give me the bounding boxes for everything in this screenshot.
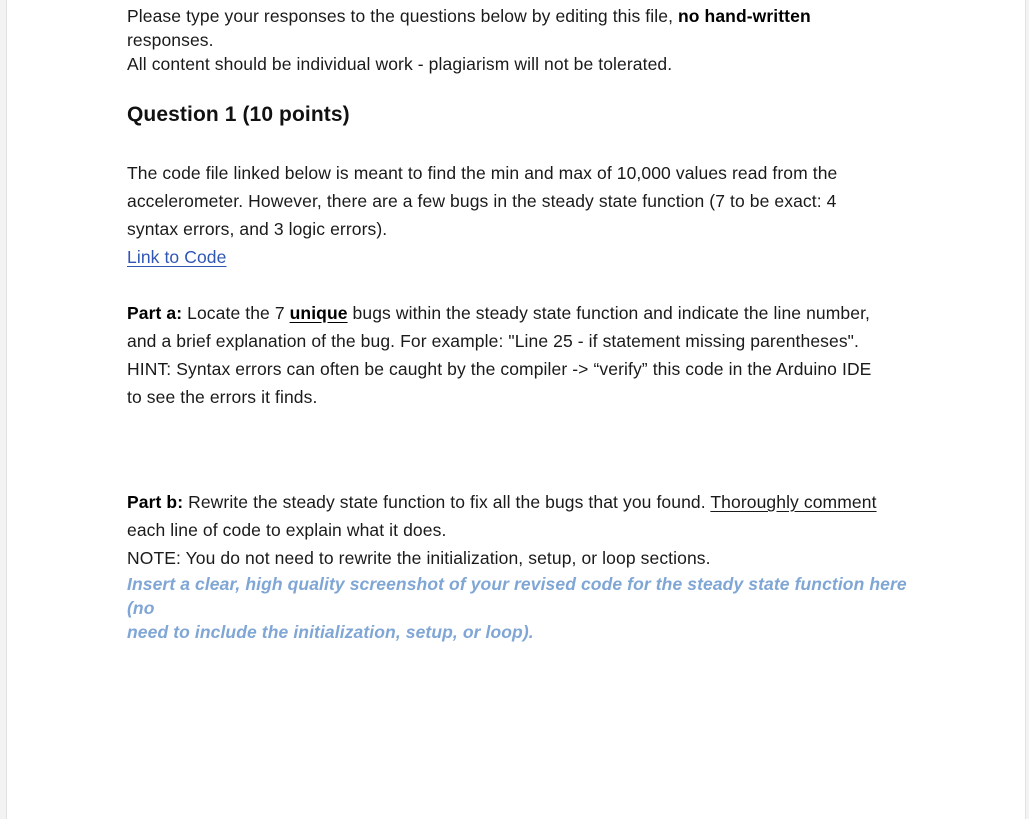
intro-section [127,0,917,76]
thoroughly-comment-underlined: Thoroughly comment [710,492,877,512]
screenshot-instruction-line-1: Insert a clear, high quality screenshot of your revised code for the steady state function here (no [127,574,907,618]
intro-bold-text: no hand-written [678,6,811,26]
part-b-line-2: each line of code to explain what it does. [127,520,447,540]
part-a-label: Part a: [127,303,183,323]
intro-line-1 [127,4,917,52]
part-a-text: Locate the 7 [182,303,290,323]
unique-underlined: unique [289,303,348,323]
part-a-line-4: to see the errors it finds. [127,387,318,407]
screenshot-instruction-line-2: need to include the initialization, setup, or loop). [127,622,534,642]
question-body-line-2: accelerometer. However, there are a few bugs in the steady state function (7 to be exact: 4 [127,191,837,211]
link-row [127,243,917,271]
part-a-section [127,299,917,411]
question-title: Question 1 (10 points) [127,103,350,126]
question-body-line-1: The code file linked below is meant to find the min and max of 10,000 values read from the [127,163,838,183]
part-b-text: Rewrite the steady state function to fix all the bugs that you found. [183,492,711,512]
part-a-line-2: and a brief explanation of the bug. For example: "Line 25 - if statement missing parentheses". [127,331,859,351]
intro-text: Please type your responses to the questions below by editing this file, [127,6,678,26]
document-page [6,0,1026,819]
document-content [127,0,917,644]
part-b-section [127,488,917,644]
intro-line-2: All content should be individual work - plagiarism will not be tolerated. [127,54,673,74]
part-b-line-1 [127,488,917,516]
part-a-hint-line: HINT: Syntax errors can often be caught by the compiler -> “verify” this code in the Arduino IDE [127,359,872,379]
part-a-line-1 [127,299,917,327]
part-b-note: NOTE: You do not need to rewrite the initialization, setup, or loop sections. [127,548,711,568]
link-to-code[interactable]: Link to Code [127,247,227,267]
question-body [127,159,917,271]
part-b-label: Part b: [127,492,184,512]
intro-text-continued: responses. [127,30,214,50]
part-a-text-continued: bugs within the steady state function and indicate the line number, [347,303,871,323]
question-body-line-3: syntax errors, and 3 logic errors). [127,219,388,239]
